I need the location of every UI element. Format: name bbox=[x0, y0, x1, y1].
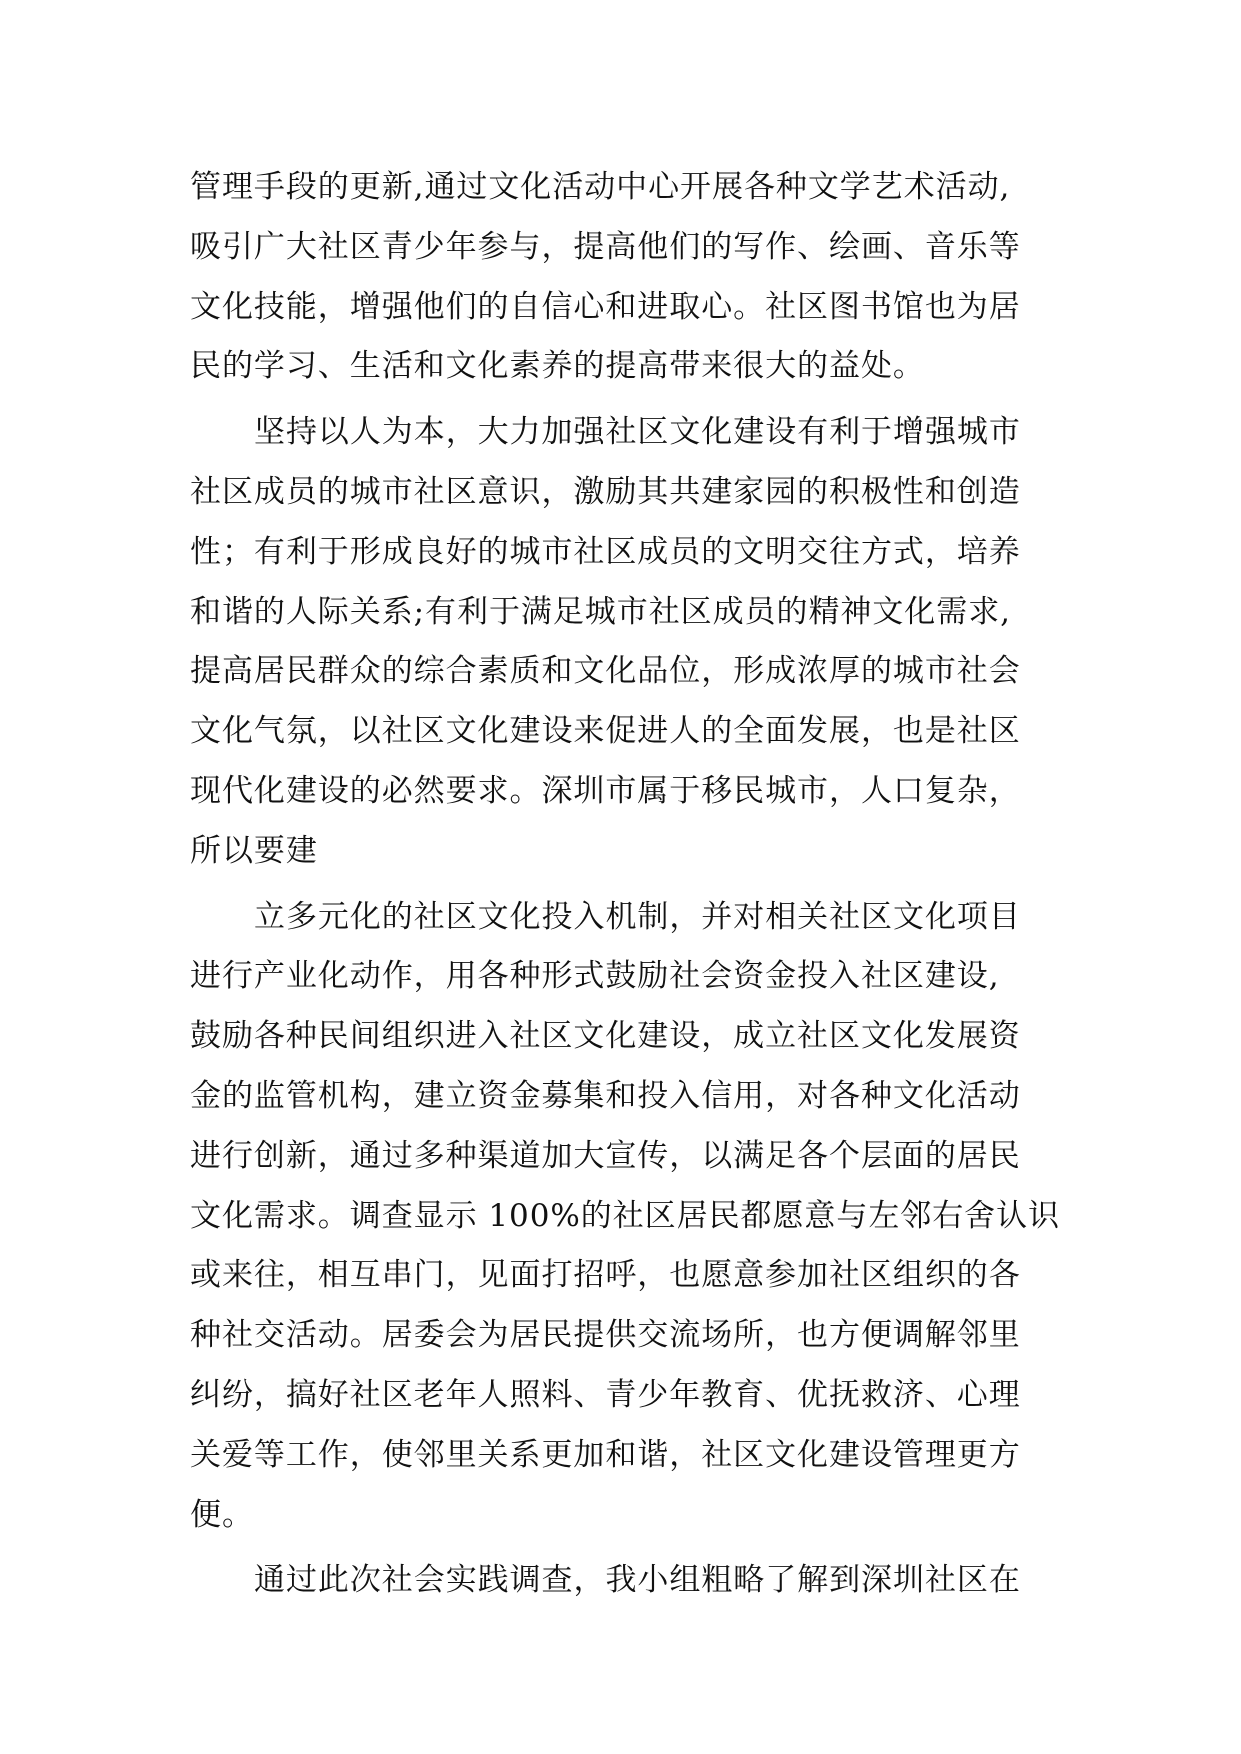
text-line: 便。 bbox=[190, 1496, 254, 1533]
text-line: 管理手段的更新,通过文化活动中心开展各种文学艺术活动, bbox=[190, 169, 1011, 205]
text-line: 纠纷，搞好社区老年人照料、青少年教育、优抚救济、心理 bbox=[190, 1376, 1021, 1413]
text-line: 进行创新，通过多种渠道加大宣传，以满足各个层面的居民 bbox=[190, 1137, 1021, 1174]
text-line: 鼓励各种民间组织进入社区文化建设，成立社区文化发展资 bbox=[190, 1018, 1021, 1055]
text-line: 社区成员的城市社区意识，激励其共建家园的积极性和创造 bbox=[190, 473, 1021, 510]
text-line: 现代化建设的必然要求。深圳市属于移民城市，人口复杂， bbox=[190, 772, 1021, 809]
text-line: 吸引广大社区青少年参与，提高他们的写作、绘画、音乐等 bbox=[190, 228, 1021, 265]
text-line: 关爱等工作，使邻里关系更加和谐，社区文化建设管理更方 bbox=[190, 1436, 1021, 1473]
text-line: 民的学习、生活和文化素养的提高带来很大的益处。 bbox=[190, 348, 925, 385]
text-line: 性；有利于形成良好的城市社区成员的文明交往方式，培养 bbox=[190, 533, 1021, 570]
text-line: 所以要建 bbox=[190, 832, 318, 869]
text-line: 文化技能，增强他们的自信心和进取心。社区图书馆也为居 bbox=[190, 288, 1021, 325]
text-line: 文化气氛，以社区文化建设来促进人的全面发展，也是社区 bbox=[190, 713, 1021, 750]
text-line: 坚持以人为本，大力加强社区文化建设有利于增强城市 bbox=[254, 414, 1021, 451]
text-line: 进行产业化动作，用各种形式鼓励社会资金投入社区建设, bbox=[190, 958, 1000, 995]
text-line: 提高居民群众的综合素质和文化品位，形成浓厚的城市社会 bbox=[190, 653, 1021, 690]
text-line: 金的监管机构，建立资金募集和投入信用，对各种文化活动 bbox=[190, 1077, 1021, 1114]
text-line: 立多元化的社区文化投入机制，并对相关社区文化项目 bbox=[254, 898, 1021, 935]
text-line: 通过此次社会实践调查，我小组粗略了解到深圳社区在 bbox=[254, 1562, 1021, 1599]
text-line: 或来往，相互串门，见面打招呼，也愿意参加社区组织的各 bbox=[190, 1257, 1021, 1294]
body-text bbox=[190, 158, 1080, 1611]
text-line: 和谐的人际关系;有利于满足城市社区成员的精神文化需求, bbox=[190, 593, 1011, 630]
text-line: 种社交活动。居委会为居民提供交流场所，也方便调解邻里 bbox=[190, 1317, 1021, 1354]
text-line: 文化需求。调查显示 100%的社区居民都愿意与左邻右舍认识 bbox=[190, 1197, 1061, 1234]
